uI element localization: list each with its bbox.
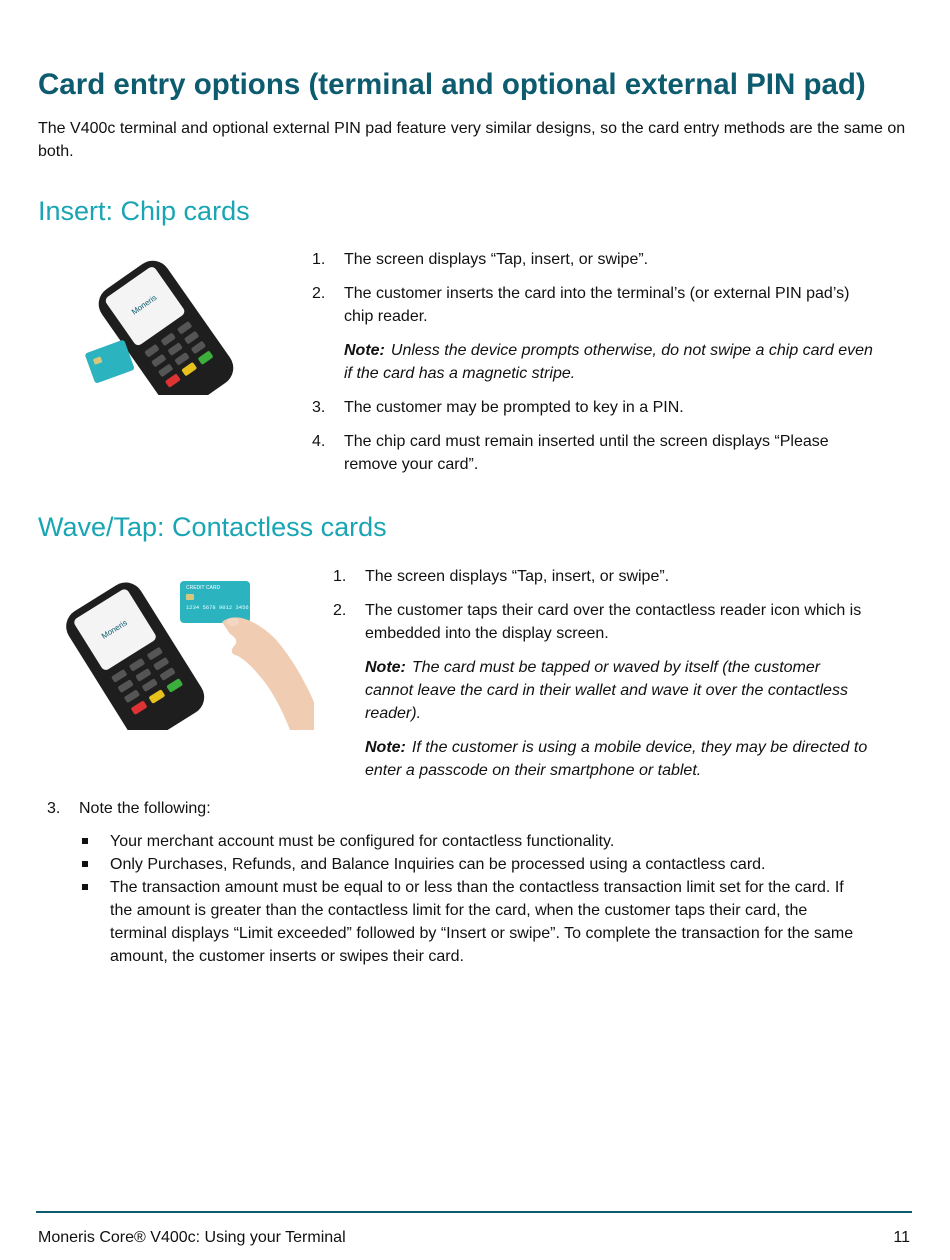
page-number: 11 (893, 1229, 910, 1246)
list-item: Only Purchases, Refunds, and Balance Inquiries can be processed using a contactless card. (80, 853, 860, 876)
intro-paragraph: The V400c terminal and optional external PIN pad feature very similar designs, so the card entry methods are the same on both. (38, 120, 906, 160)
card-number: 1234 5678 9012 3456 (186, 604, 249, 611)
insert-step-3: 3. The customer may be prompted to key in a PIN. (312, 399, 684, 416)
tap-step-1: 1. The screen displays “Tap, insert, or swipe”. (333, 568, 670, 585)
insert-section-heading: Insert: Chip cards (38, 196, 250, 226)
tap-step-3-bullets (80, 830, 860, 968)
list-item: Your merchant account must be configured for contactless functionality. (80, 830, 860, 853)
screen-logo: Moneris (129, 293, 159, 317)
tap-step-2: 2. The customer taps their card over the contactless reader icon which is embedded into the display screen. Note: The card must be tapped or waved by itself (the customer cannot leave the card in their wallet and wave it over the contactless reader). Note: If the customer is using a mobile device, they may be directed to enter a passcode on their smartphone or tablet. (333, 599, 868, 782)
card-label: CREDIT CARD (186, 585, 221, 591)
insert-step-4: 4. The chip card must remain inserted until the screen displays “Please remove your card”. (312, 433, 829, 473)
footer-document-title: Moneris Core® V400c: Using your Terminal (38, 1229, 346, 1246)
screen-logo-2: Moneris (99, 618, 129, 641)
tap-section-heading: Wave/Tap: Contactless cards (38, 512, 387, 542)
insert-step-2-note: Note: Unless the device prompts otherwise, do not swipe a chip card even if the card has a magnetic stripe. (344, 342, 873, 382)
list-item: The transaction amount must be equal to or less than the contactless transaction limit set for the card. If the amount is greater than the contactless limit for the card, when the customer taps their card, the terminal displays “Limit exceeded” followed by “Insert or swipe”. To complete the transaction for the same amount, the customer inserts or swipes their card. (80, 876, 860, 968)
tap-step-2-note: Note: The card must be tapped or waved by itself (the customer cannot leave the card in their wallet and wave it over the contactless reader). (365, 659, 848, 722)
terminal-contactless-tap-image (52, 562, 314, 730)
terminal-chip-insert-image (82, 245, 252, 395)
footer-divider (36, 1211, 912, 1213)
tap-step-2-note-2: Note: If the customer is using a mobile device, they may be directed to enter a passcode on their smartphone or tablet. (365, 739, 868, 779)
insert-step-2: 2. The customer inserts the card into the terminal’s (or external PIN pad’s) chip reader. Note: Unless the device prompts otherwise, do not swipe a chip card even if the card has a magnetic stripe. (312, 282, 882, 385)
tap-step-3: 3. Note the following: (47, 800, 211, 817)
page-title: Card entry options (terminal and optional external PIN pad) (38, 68, 866, 101)
insert-step-1: 1. The screen displays “Tap, insert, or swipe”. (312, 251, 649, 268)
